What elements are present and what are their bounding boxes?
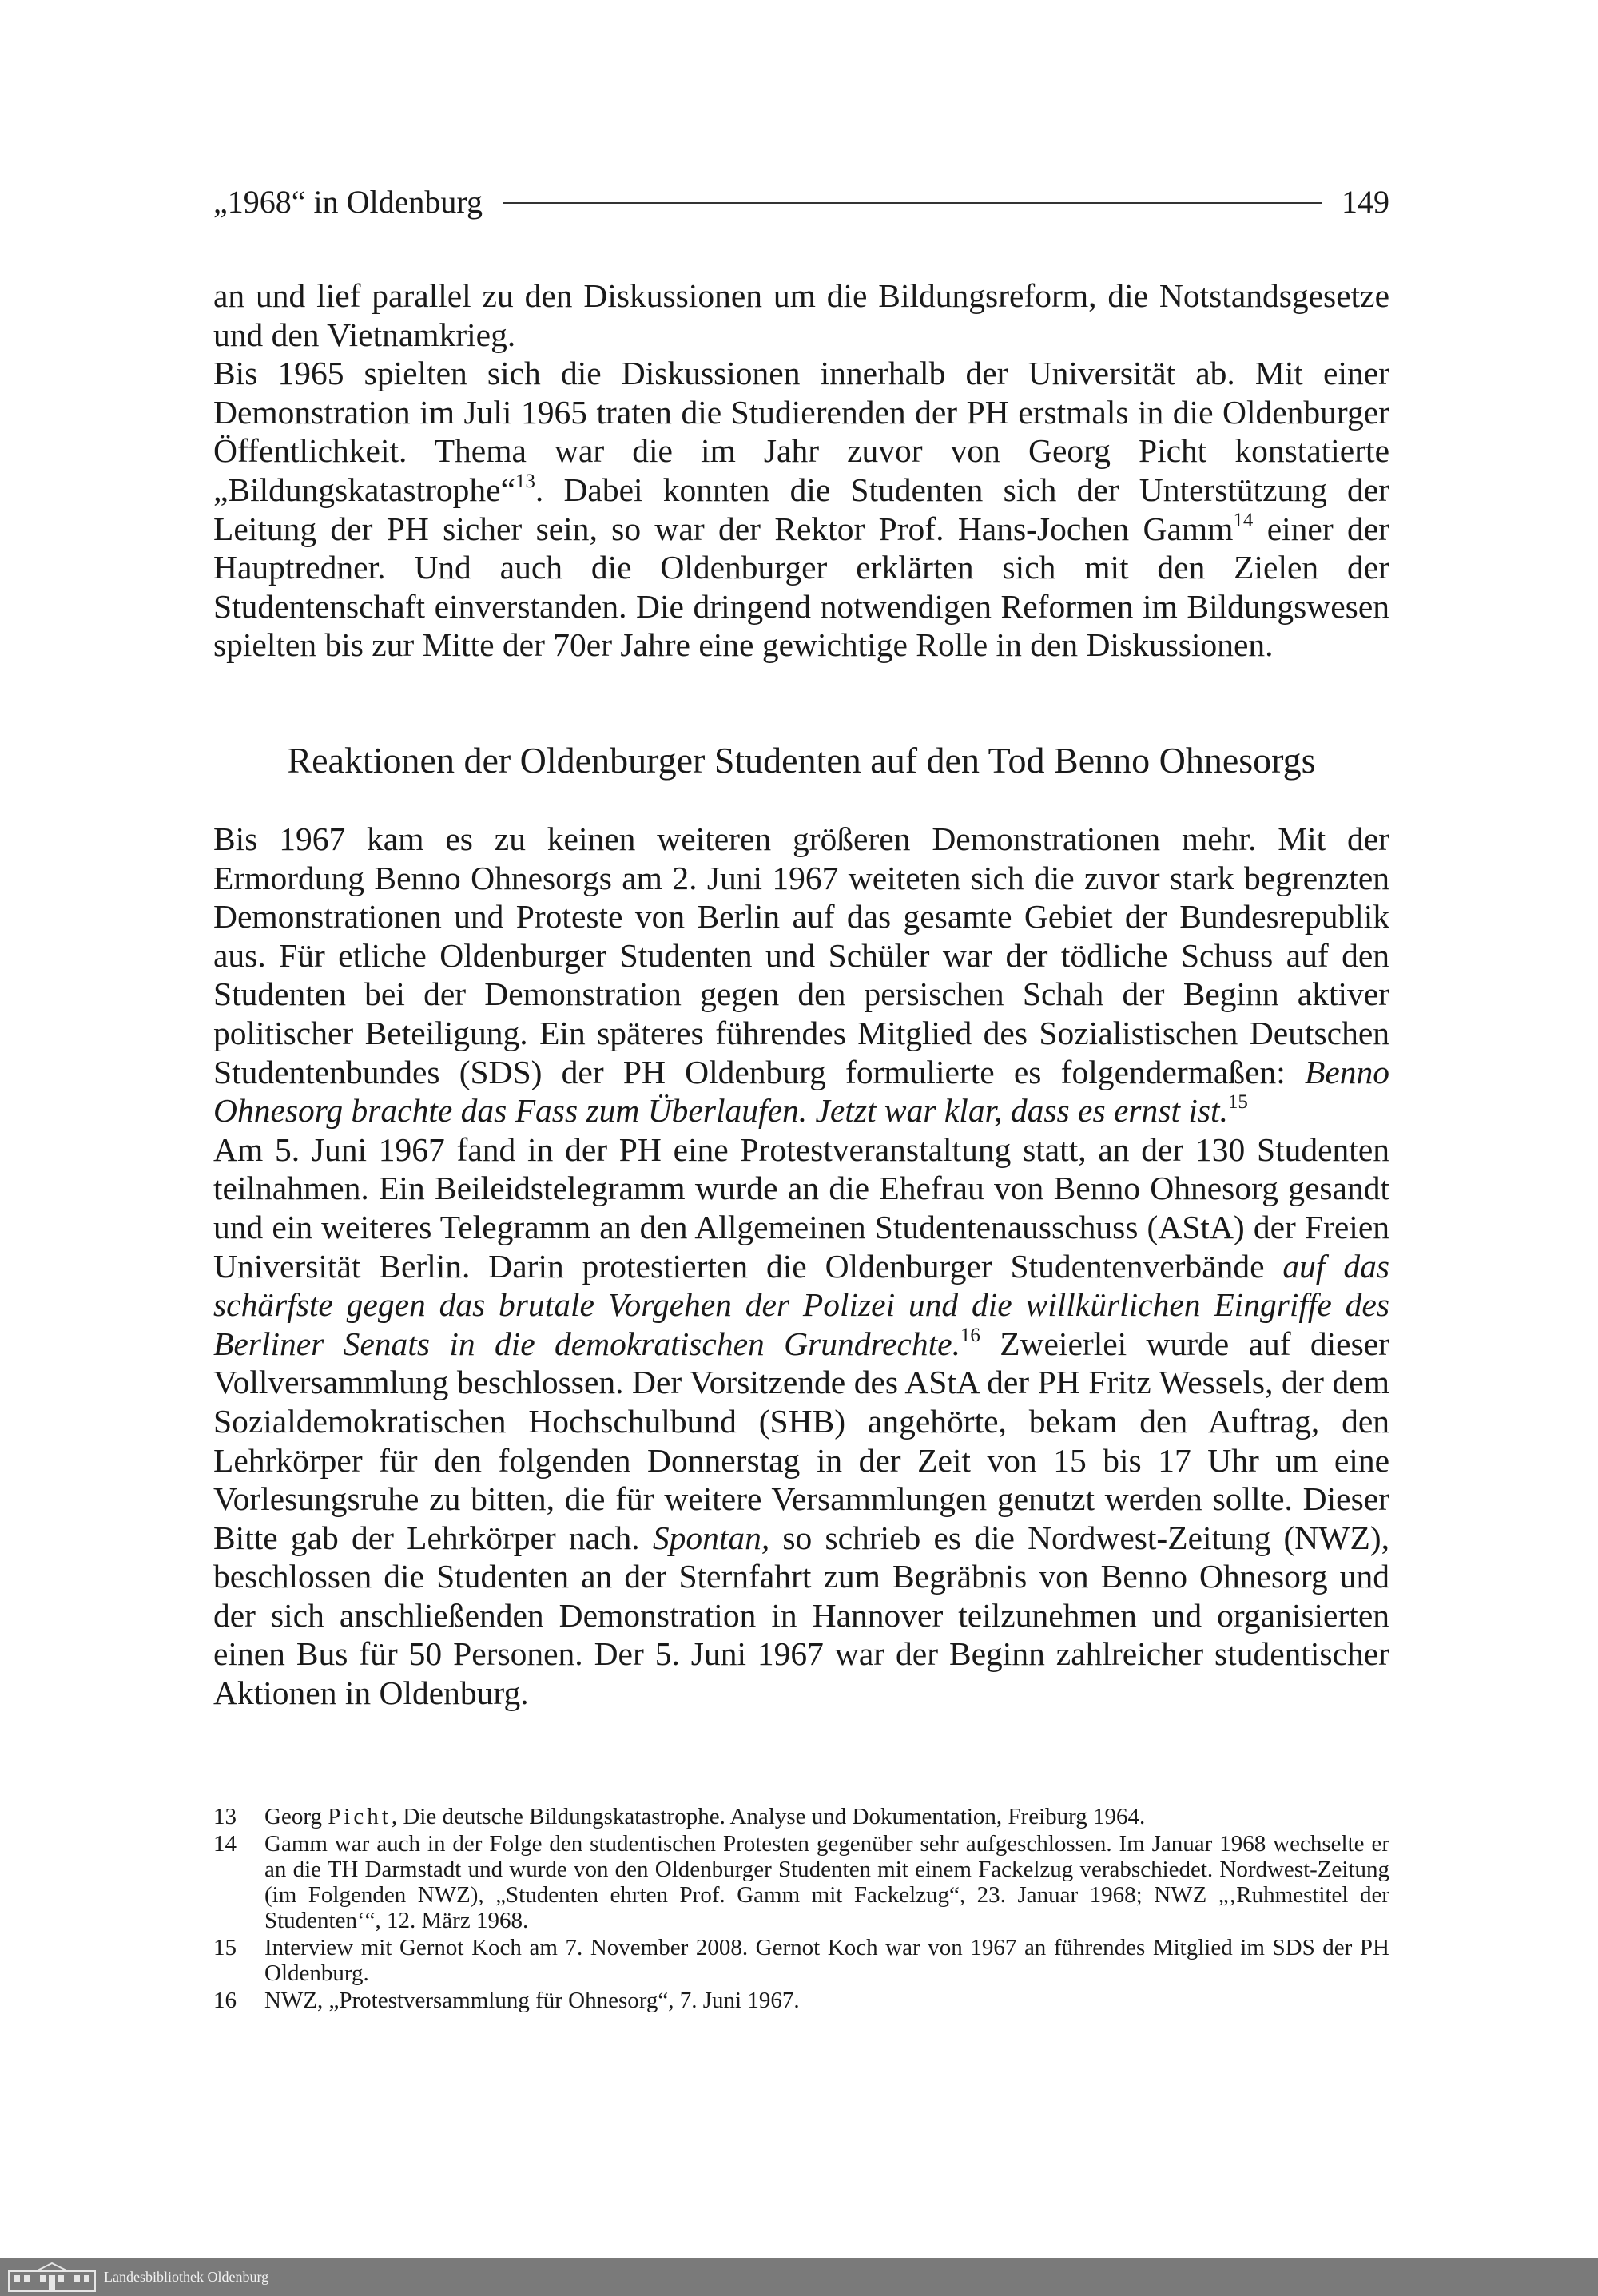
footnote-number: 13 <box>213 1804 237 1829</box>
footnote-number: 15 <box>213 1935 237 1960</box>
footnote: 13 Georg Picht, Die deutsche Bildungskatastrophe. Analyse und Dokumentation, Freiburg 1964. <box>213 1804 1146 1829</box>
footnote: 16 NWZ, „Protestversammlung für Ohnesorg“, 7. Juni 1967. <box>213 1988 800 2013</box>
running-title: „1968“ in Oldenburg <box>213 183 483 220</box>
footnote: 14 Gamm war auch in der Folge den studentischen Protesten gegenüber sehr aufgeschlossen. Im Januar 1968 wechselte er an die TH Darmstadt und wurde von den Oldenburger Studenten mit einem Fackelzug verabschiedet. Nordwest-Zeitung (im Folgenden NWZ), „Studenten ehrten Prof. Gamm mit Fackelzug“, 23. Januar 1968; NWZ „‚Ruhmestitel der Studenten‘“, 12. März 1968. <box>213 1831 1389 1933</box>
quote: Benno Ohnesorg brachte das Fass zum Überlaufen. Jetzt war klar, dass es ernst ist. <box>213 1053 1389 1130</box>
running-header <box>213 177 1389 225</box>
footnote-ref-16[interactable]: 16 <box>960 1324 980 1346</box>
paragraph: Am 5. Juni 1967 fand in der PH eine Protestveranstaltung statt, an der 130 Studenten teilnahmen. Ein Beileidstelegramm wurde an die Ehefrau von Benno Ohnesorg gesandt und ein weiteres Telegramm an den Allgemeinen Studentenausschuss (AStA) der Freien Universität Berlin. Darin protestierten die Oldenburger Studentenverbände auf das schärfste gegen das brutale Vorgehen der Polizei und die willkürlichen Eingriffe des Berliner Senats in die demokratischen Grundrechte.$^{16}$ Zweierlei wurde auf dieser Vollversammlung beschlossen. Der Vorsitzende des AStA der PH Fritz Wessels, der dem Sozialdemokratischen Hochschulbund (SHB) angehörte, bekam den Auftrag, den Lehrkörper für den folgenden Donnerstag in der Zeit von 15 bis 17 Uhr um eine Vorlesungsruhe zu bitten, die für weitere Versammlungen genutzt werden sollte. Dieser Bitte gab der Lehrkörper nach. Spontan, so schrieb es die Nordwest-Zeitung (NWZ), beschlossen die Studenten an der Sternfahrt zum Begräbnis von Benno Ohnesorg und der sich anschließenden Demonstration in Hannover teilzunehmen und organisierten einen Bus für 50 Personen. Der 5. Juni 1967 war der Beginn zahlreicher studentischer Aktionen in Oldenburg. <box>213 1130 1389 1712</box>
intro-text-block <box>213 276 1389 665</box>
footnote: 15 Interview mit Gernot Koch am 7. November 2008. Gernot Koch war von 1967 an führendes Mitglied im SDS der PH Oldenburg. <box>213 1935 1389 1986</box>
footnote-ref-14[interactable]: 14 <box>1233 509 1254 531</box>
footnote-number: 16 <box>213 1988 237 2013</box>
library-footer-bar <box>0 2258 1598 2296</box>
quote: auf das schärfste gegen das brutale Vorgehen der Polizei und die willkürlichen Eingriffe des Berliner Senats in die demokratischen Grundrechte. <box>213 1247 1389 1362</box>
footnote-number: 14 <box>213 1831 237 1857</box>
library-building-icon <box>8 2262 96 2292</box>
quote: Spontan, <box>652 1519 770 1556</box>
paragraph: Bis 1967 kam es zu keinen weiteren größeren Demonstrationen mehr. Mit der Ermordung Benno Ohnesorgs am 2. Juni 1967 weiteten sich die zuvor stark begrenzten Demonstrationen und Proteste von Berlin auf das gesamte Gebiet der Bundesrepublik aus. Für etliche Oldenburger Studenten und Schüler war der tödliche Schuss auf den Studenten bei der Demonstration gegen den persischen Schah der Beginn aktiver politischer Beteiligung. Ein späteres führendes Mitglied des Sozialistischen Deutschen Studentenbundes (SDS) der PH Oldenburg formulierte es folgendermaßen: Benno Ohnesorg brachte das Fass zum Überlaufen. Jetzt war klar, dass es ernst ist.$^{15}$ <box>213 820 1389 1130</box>
section-text-block <box>213 820 1389 1713</box>
library-label: Landesbibliothek Oldenburg <box>104 2268 269 2285</box>
footnote-ref-15[interactable]: 15 <box>1227 1091 1248 1114</box>
author-name: Picht <box>328 1804 392 1829</box>
paragraph: Bis 1965 spielten sich die Diskussionen innerhalb der Universität ab. Mit einer Demonstration im Juli 1965 traten die Studierenden der PH erstmals in die Oldenburger Öffentlichkeit. Thema war die im Jahr zuvor von Georg Picht konstatierte „Bildungskatastrophe“$^{13}$. Dabei konnten die Studenten sich der Unterstützung der Leitung der PH sicher sein, so war der Rektor Prof. Hans-Jochen Gamm$^{14}$ einer der Hauptredner. Und auch die Oldenburger erklärten sich mit den Zielen der Studentenschaft einverstanden. Die dringend notwendigen Reformen im Bildungswesen spielten bis zur Mitte der 70er Jahre eine gewichtige Rolle in den Diskussionen. <box>213 355 1389 664</box>
paragraph: an und lief parallel zu den Diskussionen um die Bildungsreform, die Notstandsgesetze und den Vietnamkrieg. <box>213 277 1389 353</box>
footnote-ref-13[interactable]: 13 <box>515 471 535 493</box>
section-heading: Reaktionen der Oldenburger Studenten auf den Tod Benno Ohnesorgs <box>287 740 1316 781</box>
footnotes <box>213 1804 1389 2015</box>
header-rule <box>503 202 1322 204</box>
page-number: 149 <box>1342 183 1389 220</box>
